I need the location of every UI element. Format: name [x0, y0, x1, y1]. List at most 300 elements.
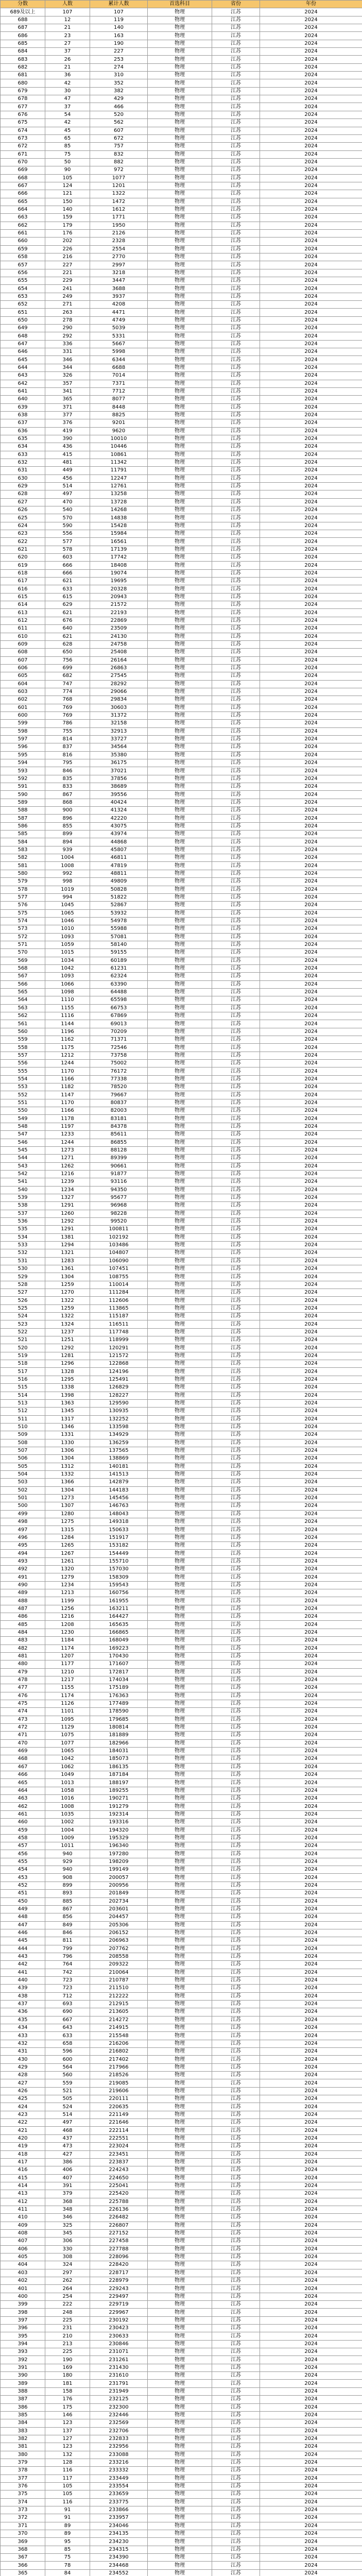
table-row: [1, 1550, 362, 1557]
cell-score: 687: [1, 24, 45, 32]
cell-score: 572: [1, 933, 45, 941]
cell-count: 764: [45, 1961, 90, 1969]
cell-province: 江苏: [212, 2119, 260, 2127]
cell-score: 462: [1, 1803, 45, 1810]
cell-subject: 物理: [148, 1194, 212, 1201]
table-row: [1, 775, 362, 783]
cell-score: 510: [1, 1423, 45, 1431]
cell-year: 2024: [260, 2143, 362, 2150]
table-row: [1, 862, 362, 870]
cell-year: 2024: [260, 735, 362, 743]
cell-score: 473: [1, 1716, 45, 1723]
cell-province: 江苏: [212, 964, 260, 972]
cell-score: 599: [1, 720, 45, 727]
cell-year: 2024: [260, 783, 362, 791]
cell-cumulative: 106090: [90, 1257, 148, 1265]
cell-year: 2024: [260, 2451, 362, 2459]
cell-cumulative: 94350: [90, 1186, 148, 1194]
cell-count: 1265: [45, 1542, 90, 1550]
cell-year: 2024: [260, 1660, 362, 1668]
cell-province: 江苏: [212, 2538, 260, 2546]
table-row: [1, 1787, 362, 1794]
cell-subject: 物理: [148, 1834, 212, 1842]
cell-score: 456: [1, 1850, 45, 1858]
cell-cumulative: 144183: [90, 1486, 148, 1494]
cell-count: 540: [45, 506, 90, 514]
cell-count: 1294: [45, 1241, 90, 1249]
cell-score: 652: [1, 301, 45, 309]
cell-count: 91: [45, 2506, 90, 2514]
cell-count: 1296: [45, 1360, 90, 1368]
cell-subject: 物理: [148, 1732, 212, 1739]
table-row: [1, 1249, 362, 1257]
cell-count: 436: [45, 443, 90, 451]
cell-subject: 物理: [148, 1589, 212, 1597]
cell-count: 159: [45, 214, 90, 222]
cell-subject: 物理: [148, 1866, 212, 1874]
cell-count: 45: [45, 127, 90, 134]
cell-score: 679: [1, 87, 45, 95]
cell-year: 2024: [260, 2229, 362, 2237]
cell-province: 江苏: [212, 490, 260, 498]
cell-score: 436: [1, 2008, 45, 2016]
cell-province: 江苏: [212, 1304, 260, 1312]
cell-score: 617: [1, 578, 45, 585]
cell-score: 509: [1, 1431, 45, 1439]
cell-province: 江苏: [212, 1044, 260, 1052]
cell-count: 1321: [45, 1249, 90, 1257]
table-row: [1, 134, 362, 142]
cell-year: 2024: [260, 2387, 362, 2395]
cell-score: 452: [1, 1882, 45, 1889]
table-row: [1, 902, 362, 909]
cell-count: 577: [45, 538, 90, 546]
table-row: [1, 261, 362, 269]
cell-score: 542: [1, 1170, 45, 1178]
cell-year: 2024: [260, 1304, 362, 1312]
cell-province: 江苏: [212, 1819, 260, 1826]
cell-subject: 物理: [148, 1597, 212, 1605]
cell-score: 372: [1, 2514, 45, 2522]
cell-province: 江苏: [212, 672, 260, 680]
cell-score: 532: [1, 1249, 45, 1257]
cell-count: 1312: [45, 1463, 90, 1470]
cell-year: 2024: [260, 387, 362, 395]
cell-cumulative: 51822: [90, 893, 148, 901]
cell-year: 2024: [260, 2530, 362, 2538]
cell-count: 769: [45, 711, 90, 719]
cell-cumulative: 205306: [90, 1921, 148, 1929]
cell-score: 514: [1, 1392, 45, 1399]
cell-subject: 物理: [148, 396, 212, 403]
cell-year: 2024: [260, 688, 362, 696]
cell-score: 632: [1, 459, 45, 466]
cell-year: 2024: [260, 1566, 362, 1573]
table-row: [1, 1866, 362, 1874]
cell-province: 江苏: [212, 656, 260, 664]
cell-year: 2024: [260, 222, 362, 229]
cell-subject: 物理: [148, 1408, 212, 1415]
cell-year: 2024: [260, 498, 362, 506]
cell-year: 2024: [260, 601, 362, 609]
cell-subject: 物理: [148, 601, 212, 609]
cell-subject: 物理: [148, 1131, 212, 1139]
cell-count: 497: [45, 2119, 90, 2127]
cell-count: 1234: [45, 1186, 90, 1194]
cell-cumulative: 71371: [90, 1036, 148, 1044]
cell-count: 1244: [45, 1060, 90, 1067]
cell-count: 629: [45, 601, 90, 609]
cell-province: 江苏: [212, 293, 260, 300]
cell-cumulative: 215548: [90, 2032, 148, 2040]
cell-year: 2024: [260, 1170, 362, 1178]
cell-cumulative: 108755: [90, 1273, 148, 1281]
cell-count: 1210: [45, 1668, 90, 1676]
cell-score: 530: [1, 1265, 45, 1273]
cell-cumulative: 196340: [90, 1842, 148, 1850]
cell-province: 江苏: [212, 387, 260, 395]
cell-province: 江苏: [212, 1723, 260, 1731]
cell-score: 520: [1, 1344, 45, 1352]
cell-subject: 物理: [148, 1645, 212, 1652]
cell-score: 438: [1, 1992, 45, 2000]
cell-province: 江苏: [212, 238, 260, 245]
cell-count: 1008: [45, 1803, 90, 1810]
cell-province: 江苏: [212, 8, 260, 16]
cell-count: 26: [45, 56, 90, 63]
cell-count: 190: [45, 2356, 90, 2364]
cell-cumulative: 191279: [90, 1803, 148, 1810]
cell-province: 江苏: [212, 1091, 260, 1099]
cell-year: 2024: [260, 2214, 362, 2222]
cell-province: 江苏: [212, 696, 260, 704]
cell-year: 2024: [260, 1028, 362, 1036]
cell-score: 370: [1, 2530, 45, 2538]
cell-cumulative: 232833: [90, 2435, 148, 2443]
cell-province: 江苏: [212, 578, 260, 585]
cell-count: 1292: [45, 1217, 90, 1225]
cell-province: 江苏: [212, 1684, 260, 1692]
table-row: [1, 1313, 362, 1320]
cell-subject: 物理: [148, 2301, 212, 2309]
table-row: [1, 1304, 362, 1312]
table-row: [1, 1455, 362, 1463]
cell-province: 江苏: [212, 411, 260, 419]
cell-province: 江苏: [212, 1652, 260, 1660]
cell-year: 2024: [260, 1226, 362, 1233]
cell-year: 2024: [260, 1123, 362, 1130]
cell-year: 2024: [260, 2182, 362, 2190]
table-row: [1, 206, 362, 213]
cell-year: 2024: [260, 143, 362, 150]
cell-subject: 物理: [148, 2111, 212, 2119]
cell-score: 382: [1, 2435, 45, 2443]
cell-cumulative: 13258: [90, 490, 148, 498]
table-row: [1, 530, 362, 538]
table-row: [1, 56, 362, 63]
cell-score: 428: [1, 2072, 45, 2079]
table-row: [1, 696, 362, 704]
table-row: [1, 578, 362, 585]
table-row: [1, 1803, 362, 1810]
cell-subject: 物理: [148, 1779, 212, 1787]
cell-subject: 物理: [148, 1344, 212, 1352]
cell-province: 江苏: [212, 1716, 260, 1723]
cell-score: 571: [1, 941, 45, 948]
cell-province: 江苏: [212, 348, 260, 356]
cell-cumulative: 234390: [90, 2554, 148, 2562]
cell-subject: 物理: [148, 1115, 212, 1123]
cell-score: 395: [1, 2332, 45, 2340]
cell-cumulative: 194320: [90, 1826, 148, 1834]
table-row: [1, 2190, 362, 2198]
cell-count: 894: [45, 838, 90, 846]
cell-province: 江苏: [212, 1313, 260, 1320]
cell-province: 江苏: [212, 1969, 260, 1976]
cell-score: 378: [1, 2467, 45, 2475]
cell-year: 2024: [260, 2166, 362, 2174]
cell-count: 210: [45, 2332, 90, 2340]
table-row: [1, 2356, 362, 2364]
cell-subject: 物理: [148, 593, 212, 601]
cell-count: 95: [45, 2538, 90, 2546]
table-row: [1, 2119, 362, 2127]
cell-cumulative: 222114: [90, 2127, 148, 2134]
cell-cumulative: 231949: [90, 2387, 148, 2395]
cell-count: 833: [45, 783, 90, 791]
cell-score: 435: [1, 2016, 45, 2024]
cell-count: 893: [45, 1890, 90, 1897]
cell-year: 2024: [260, 2190, 362, 2198]
cell-cumulative: 100811: [90, 1226, 148, 1233]
table-row: [1, 870, 362, 877]
table-row: [1, 878, 362, 886]
cell-year: 2024: [260, 1550, 362, 1557]
cell-year: 2024: [260, 2419, 362, 2427]
table-row: [1, 143, 362, 150]
cell-province: 江苏: [212, 1937, 260, 1945]
cell-cumulative: 140: [90, 24, 148, 32]
table-row: [1, 2419, 362, 2427]
cell-year: 2024: [260, 2569, 362, 2576]
table-row: [1, 1352, 362, 1360]
cell-cumulative: 8077: [90, 396, 148, 403]
cell-cumulative: 125491: [90, 1376, 148, 1383]
cell-subject: 物理: [148, 1526, 212, 1534]
cell-year: 2024: [260, 127, 362, 134]
cell-province: 江苏: [212, 783, 260, 791]
cell-count: 1304: [45, 1273, 90, 1281]
cell-cumulative: 170430: [90, 1652, 148, 1660]
cell-score: 494: [1, 1550, 45, 1557]
cell-subject: 物理: [148, 127, 212, 134]
cell-province: 江苏: [212, 1320, 260, 1328]
cell-count: 1363: [45, 1399, 90, 1407]
cell-count: 123: [45, 2443, 90, 2451]
cell-count: 1315: [45, 1526, 90, 1534]
cell-count: 1166: [45, 1107, 90, 1115]
cell-count: 1162: [45, 1036, 90, 1044]
cell-year: 2024: [260, 1297, 362, 1304]
cell-cumulative: 200057: [90, 1874, 148, 1882]
cell-year: 2024: [260, 2103, 362, 2111]
cell-cumulative: 231261: [90, 2356, 148, 2364]
cell-cumulative: 466: [90, 103, 148, 111]
table-row: [1, 656, 362, 664]
cell-score: 376: [1, 2482, 45, 2490]
cell-year: 2024: [260, 696, 362, 704]
table-row: [1, 791, 362, 799]
cell-year: 2024: [260, 1605, 362, 1613]
cell-score: 375: [1, 2490, 45, 2498]
cell-year: 2024: [260, 2111, 362, 2119]
table-row: [1, 419, 362, 427]
cell-score: 377: [1, 2475, 45, 2482]
cell-count: 621: [45, 633, 90, 640]
cell-cumulative: 120291: [90, 1344, 148, 1352]
cell-subject: 物理: [148, 807, 212, 815]
cell-year: 2024: [260, 1479, 362, 1486]
cell-province: 江苏: [212, 2103, 260, 2111]
cell-count: 1292: [45, 1344, 90, 1352]
table-row: [1, 380, 362, 387]
cell-count: 65: [45, 134, 90, 142]
cell-province: 江苏: [212, 2253, 260, 2261]
cell-count: 1116: [45, 1012, 90, 1020]
cell-subject: 物理: [148, 1463, 212, 1470]
table-row: [1, 2364, 362, 2371]
cell-count: 1042: [45, 1755, 90, 1763]
cell-score: 437: [1, 2000, 45, 2008]
cell-score: 517: [1, 1368, 45, 1376]
table-row: [1, 1937, 362, 1945]
cell-subject: 物理: [148, 24, 212, 32]
cell-subject: 物理: [148, 238, 212, 245]
cell-cumulative: 52867: [90, 902, 148, 909]
cell-province: 江苏: [212, 1929, 260, 1937]
cell-cumulative: 161955: [90, 1597, 148, 1605]
cell-subject: 物理: [148, 1304, 212, 1312]
cell-score: 562: [1, 1012, 45, 1020]
cell-province: 江苏: [212, 625, 260, 633]
table-row: [1, 72, 362, 79]
cell-count: 908: [45, 1874, 90, 1882]
cell-score: 371: [1, 2522, 45, 2530]
table-row: [1, 1162, 362, 1170]
cell-score: 511: [1, 1415, 45, 1423]
cell-subject: 物理: [148, 1976, 212, 1984]
cell-count: 1170: [45, 1099, 90, 1107]
cell-year: 2024: [260, 1732, 362, 1739]
cell-year: 2024: [260, 1953, 362, 1960]
cell-province: 江苏: [212, 775, 260, 783]
cell-province: 江苏: [212, 2190, 260, 2198]
cell-subject: 物理: [148, 1178, 212, 1186]
cell-subject: 物理: [148, 1787, 212, 1794]
cell-cumulative: 232300: [90, 2403, 148, 2411]
cell-count: 1280: [45, 1510, 90, 1518]
table-row: [1, 1534, 362, 1541]
cell-subject: 物理: [148, 980, 212, 988]
cell-score: 635: [1, 435, 45, 443]
cell-count: 1077: [45, 1739, 90, 1747]
cell-province: 江苏: [212, 1763, 260, 1771]
cell-province: 江苏: [212, 1178, 260, 1186]
table-row: [1, 569, 362, 577]
cell-subject: 物理: [148, 48, 212, 56]
cell-score: 390: [1, 2372, 45, 2380]
cell-year: 2024: [260, 2435, 362, 2443]
cell-count: 1166: [45, 1075, 90, 1083]
cell-province: 江苏: [212, 2293, 260, 2300]
cell-score: 425: [1, 2095, 45, 2103]
cell-count: 179: [45, 222, 90, 229]
cell-year: 2024: [260, 1755, 362, 1763]
cell-year: 2024: [260, 1581, 362, 1589]
cell-score: 643: [1, 372, 45, 380]
cell-count: 603: [45, 554, 90, 562]
cell-year: 2024: [260, 2016, 362, 2024]
cell-count: 105: [45, 174, 90, 182]
cell-count: 693: [45, 2000, 90, 2008]
cell-subject: 物理: [148, 831, 212, 838]
table-row: [1, 1708, 362, 1716]
cell-province: 江苏: [212, 127, 260, 134]
table-row: [1, 1660, 362, 1668]
table-row: [1, 1621, 362, 1629]
cell-subject: 物理: [148, 2380, 212, 2387]
cell-cumulative: 8448: [90, 403, 148, 411]
cell-score: 503: [1, 1479, 45, 1486]
cell-subject: 物理: [148, 1708, 212, 1716]
cell-score: 403: [1, 2269, 45, 2277]
cell-count: 1065: [45, 909, 90, 917]
cell-province: 江苏: [212, 1241, 260, 1249]
cell-cumulative: 228096: [90, 2253, 148, 2261]
table-row: [1, 925, 362, 933]
cell-subject: 物理: [148, 2562, 212, 2569]
cell-cumulative: 47819: [90, 862, 148, 870]
cell-count: 1398: [45, 1392, 90, 1399]
cell-subject: 物理: [148, 1621, 212, 1629]
cell-count: 1008: [45, 862, 90, 870]
cell-province: 江苏: [212, 1344, 260, 1352]
cell-province: 江苏: [212, 150, 260, 158]
cell-cumulative: 229967: [90, 2309, 148, 2316]
cell-subject: 物理: [148, 1961, 212, 1969]
cell-province: 江苏: [212, 1099, 260, 1107]
cell-province: 江苏: [212, 2569, 260, 2576]
cell-province: 江苏: [212, 530, 260, 538]
cell-subject: 物理: [148, 2150, 212, 2158]
cell-province: 江苏: [212, 1060, 260, 1067]
table-row: [1, 1463, 362, 1470]
cell-score: 516: [1, 1376, 45, 1383]
cell-year: 2024: [260, 411, 362, 419]
table-row: [1, 720, 362, 727]
cell-year: 2024: [260, 364, 362, 371]
cell-score: 373: [1, 2506, 45, 2514]
cell-province: 江苏: [212, 48, 260, 56]
cell-score: 497: [1, 1526, 45, 1534]
table-row: [1, 482, 362, 490]
cell-subject: 物理: [148, 356, 212, 364]
cell-cumulative: 219085: [90, 2079, 148, 2087]
cell-cumulative: 233216: [90, 2459, 148, 2466]
table-row: [1, 174, 362, 182]
table-row: [1, 1044, 362, 1052]
table-row: [1, 1217, 362, 1225]
